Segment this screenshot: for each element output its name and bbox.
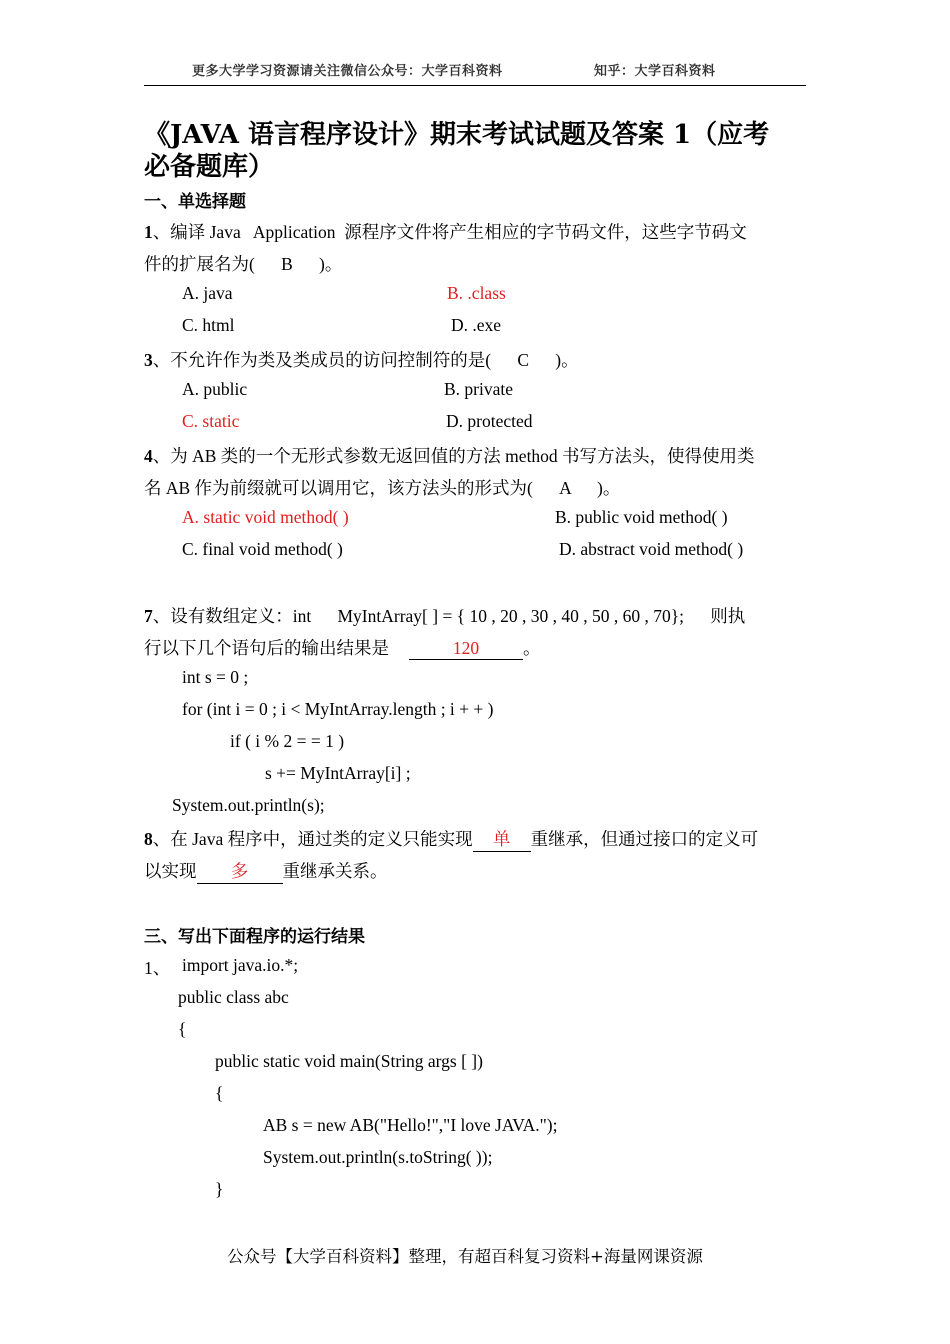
question-text: 、设有数组定义：int MyIntArray[ ] = { 10 , 20 , 30 , 40 , 50 , 60 , 70}; 则执 <box>152 606 746 626</box>
question-1-option-b-correct: B. .class <box>447 283 506 303</box>
question-text: 、为 AB 类的一个无形式参数无返回值的方法 method 书写方法头，使得使用类 <box>152 446 755 466</box>
question-text: 重继承关系。 <box>282 861 388 881</box>
question-1-option-a: A. java <box>182 283 233 303</box>
question-text: 行以下几个语句后的输出结果是 <box>144 638 389 658</box>
code-line: public class abc <box>178 987 289 1007</box>
header-divider <box>144 85 806 86</box>
answer-blank: 120 <box>409 638 523 660</box>
question-1-line2: 件的扩展名为( B )。 <box>144 254 343 274</box>
question-text: 、编译 Java Application 源程序文件将产生相应的字节码文件，这些字节码文 <box>152 222 747 242</box>
question-4-line2: 名 AB 作为前缀就可以调用它，该方法头的形式为( A )。 <box>144 478 621 498</box>
code-line: { <box>178 1019 187 1039</box>
code-line: public static void main(String args [ ]) <box>215 1051 483 1071</box>
section-heading-single-choice: 一、单选择题 <box>144 192 246 212</box>
code-line: System.out.println(s); <box>172 795 325 815</box>
question-number: 4 <box>144 446 153 466</box>
code-line: if ( i % 2 = = 1 ) <box>230 731 345 751</box>
question-number: 8 <box>144 829 153 849</box>
code-line: for (int i = 0 ; i < MyIntArray.length ; i + + ) <box>182 699 494 719</box>
question-text: 、在 Java 程序中，通过类的定义只能实现 <box>152 829 473 849</box>
question-1-option-c: C. html <box>182 315 235 335</box>
question-text: 以实现 <box>144 861 197 881</box>
question-1-line1 <box>144 219 747 244</box>
question-4-option-a-correct: A. static void method( ) <box>182 507 349 527</box>
question-7-line2 <box>144 635 541 660</box>
code-line: int s = 0 ; <box>182 667 249 687</box>
question-8-line1 <box>144 826 758 852</box>
question-3-line1 <box>144 347 579 372</box>
program-1-number: 1、 <box>144 958 171 978</box>
answer-blank: 多 <box>197 858 283 884</box>
question-1-option-d: D. .exe <box>451 315 502 335</box>
question-3-option-b: B. private <box>444 379 514 399</box>
code-line: s += MyIntArray[i] ; <box>265 763 411 783</box>
page-title-line1: 《JAVA 语言程序设计》期末考试试题及答案 1（应考 <box>144 120 770 150</box>
page-title-line2: 必备题库） <box>144 152 275 182</box>
question-3-option-d: D. protected <box>446 411 533 431</box>
code-line: AB s = new AB("Hello!","I love JAVA."); <box>263 1115 558 1135</box>
question-text-end: 。 <box>523 638 541 658</box>
question-text: 重继承，但通过接口的定义可 <box>530 829 759 849</box>
code-line: System.out.println(s.toString( )); <box>263 1147 493 1167</box>
answer-blank: 单 <box>473 826 531 852</box>
header-left-text: 更多大学学习资源请关注微信公众号：大学百科资料 <box>192 64 503 79</box>
page-footer: 公众号【大学百科资料】整理，有超百科复习资料+海量网课资源 <box>227 1247 703 1266</box>
question-8-line2 <box>144 858 388 884</box>
question-4-line1 <box>144 443 755 468</box>
question-number: 7 <box>144 606 153 626</box>
question-4-option-c: C. final void method( ) <box>182 539 343 559</box>
code-line: { <box>215 1083 224 1103</box>
question-4-option-d: D. abstract void method( ) <box>559 539 744 559</box>
question-3-option-a: A. public <box>182 379 248 399</box>
question-4-option-b: B. public void method( ) <box>555 507 728 527</box>
code-line: } <box>215 1179 224 1199</box>
question-number: 3 <box>144 350 153 370</box>
code-line: import java.io.*; <box>182 955 299 975</box>
section-heading-program-output: 三、写出下面程序的运行结果 <box>144 927 365 947</box>
question-text: 、不允许作为类及类成员的访问控制符的是( C )。 <box>152 350 579 370</box>
question-3-option-c-correct: C. static <box>182 411 240 431</box>
question-number: 1 <box>144 222 153 242</box>
header-right-text: 知乎：大学百科资料 <box>594 64 716 79</box>
question-7-line1 <box>144 603 745 628</box>
